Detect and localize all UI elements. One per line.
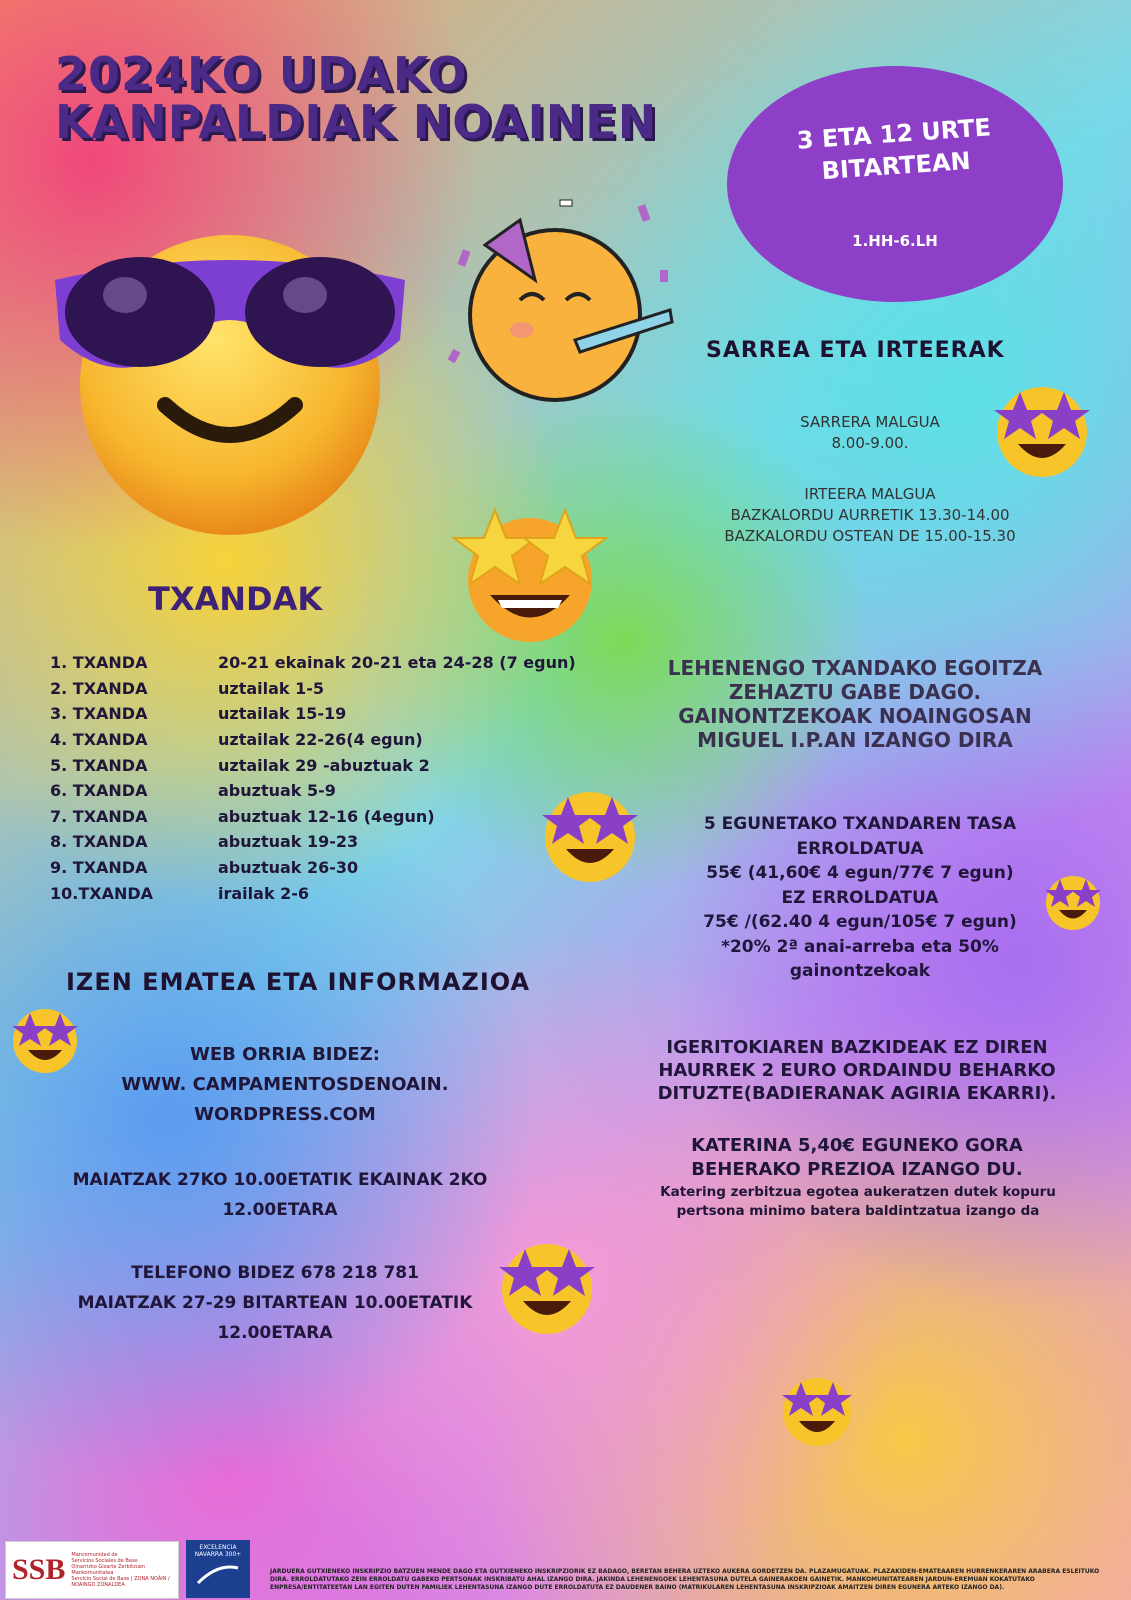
shift-dates: uztailak 15-19 <box>218 704 347 724</box>
phone-line: TELEFONO BIDEZ 678 218 781 <box>131 1263 419 1283</box>
ssb-text: Servicios Sociales de Base <box>71 1558 138 1564</box>
period-line: 12.00ETARA <box>222 1200 338 1220</box>
fee-line: *20% 2ª anai-arreba eta 50% <box>721 936 999 957</box>
registration-heading: IZEN EMATEA ETA INFORMAZIOA <box>66 968 531 996</box>
shift-number: 9. TXANDA <box>50 858 148 878</box>
shift-number: 7. TXANDA <box>50 806 148 826</box>
phone-period-line: MAIATZAK 27-29 BITARTEAN 10.00ETATIK <box>77 1293 473 1313</box>
phone-period-line: 12.00ETARA <box>217 1323 333 1343</box>
page-title <box>55 47 658 149</box>
web-label: WEB ORRIA BIDEZ: <box>190 1044 380 1065</box>
shift-number: 4. TXANDA <box>50 730 148 750</box>
shift-dates: 20-21 ekainak 20-21 eta 24-28 (7 egun) <box>218 653 576 673</box>
star-struck-emoji-icon <box>780 1373 855 1448</box>
exit-before-lunch: BAZKALORDU AURRETIK 13.30-14.00 <box>730 506 1010 524</box>
phone-registration <box>45 1258 505 1348</box>
ssb-logo <box>5 1541 179 1599</box>
shift-number: 10.TXANDA <box>50 883 154 903</box>
shift-row <box>50 650 576 676</box>
star-struck-emoji-icon <box>497 1237 597 1337</box>
web-url[interactable]: WWW. CAMPAMENTOSDENOAIN. <box>121 1074 449 1095</box>
age-grades: 1.HH-6.LH <box>852 232 938 250</box>
pool-line: IGERITOKIAREN BAZKIDEAK EZ DIREN <box>666 1037 1048 1058</box>
shift-number: 8. TXANDA <box>50 832 148 852</box>
ssb-logo-text: SSB <box>12 1553 66 1586</box>
location-line: LEHENENGO TXANDAKO EGOITZA <box>667 656 1043 680</box>
shift-row <box>50 676 576 702</box>
exit-label: IRTEERA MALGUA <box>804 485 936 503</box>
entry-label: SARRERA MALGUA <box>800 413 940 431</box>
shift-number: 6. TXANDA <box>50 781 148 801</box>
excelencia-swoosh-icon <box>193 1558 243 1588</box>
title-line-2: KANPALDIAK NOAINEN <box>55 95 658 149</box>
sunglasses-emoji-icon <box>45 200 415 540</box>
sarrea-details <box>690 412 1050 577</box>
shift-row <box>50 880 576 906</box>
shift-number: 5. TXANDA <box>50 755 148 775</box>
shift-row <box>50 804 576 830</box>
period-line: MAIATZAK 27KO 10.00ETATIK EKAINAK 2KO <box>72 1170 488 1190</box>
exit-after-lunch: BAZKALORDU OSTEAN DE 15.00-15.30 <box>724 527 1016 545</box>
catering-note <box>628 1183 1088 1221</box>
pool-line: DITUZTE(BADIERANAK AGIRIA EKARRI). <box>657 1083 1057 1104</box>
shift-row <box>50 701 576 727</box>
pool-notice <box>632 1036 1082 1105</box>
catering-line: KATERINA 5,40€ EGUNEKO GORA <box>691 1135 1023 1156</box>
ssb-text: Mankomunitatea <box>71 1570 114 1576</box>
location-line: ZEHAZTU GABE DAGO. <box>728 680 982 704</box>
registration-period <box>40 1165 520 1225</box>
shift-dates: uztailak 22-26(4 egun) <box>218 730 423 750</box>
catering-note-line: Katering zerbitzua egotea aukeratzen dutek kopuru <box>660 1184 1056 1200</box>
catering-notice <box>632 1134 1082 1182</box>
shift-dates: abuztuak 12-16 (4egun) <box>218 806 435 826</box>
age-badge <box>727 66 1063 302</box>
fee-line: ERROLDATUA <box>796 838 924 859</box>
catering-note-line: pertsona minimo batera baldintzatua izango da <box>676 1203 1040 1219</box>
web-registration <box>60 1040 510 1130</box>
shift-number: 1. TXANDA <box>50 653 148 673</box>
sarrea-heading: SARREA ETA IRTEERAK <box>706 338 1005 363</box>
excelencia-text: EXCELENCIA NAVARRA 300+ <box>194 1544 242 1558</box>
txandak-heading: TXANDAK <box>148 580 323 618</box>
fee-line: gainontzekoak <box>789 961 931 981</box>
shift-list <box>50 650 576 906</box>
web-url[interactable]: WORDPRESS.COM <box>194 1104 376 1125</box>
location-notice <box>640 656 1070 752</box>
party-emoji-icon <box>440 190 700 420</box>
location-line: GAINONTZEKOAK NOAINGOSAN <box>678 704 1032 728</box>
shift-dates: irailak 2-6 <box>218 883 310 903</box>
fee-line: 55€ (41,60€ 4 egun/77€ 7 egun) <box>706 863 1014 883</box>
age-range: 3 ETA 12 URTE BITARTEAN <box>795 113 992 186</box>
ssb-text: Oinarrizko Gizarte Zerbitzuen <box>71 1564 146 1570</box>
shift-dates: uztailak 29 -abuztuak 2 <box>218 755 430 775</box>
star-struck-emoji-icon <box>440 500 615 650</box>
ssb-text: Mancomunidad de <box>71 1552 118 1558</box>
shift-dates: abuztuak 19-23 <box>218 832 359 852</box>
fee-line: 75€ /(62.40 4 egun/105€ 7 egun) <box>703 912 1017 932</box>
fees-section <box>650 812 1070 984</box>
shift-row <box>50 727 576 753</box>
location-line: MIGUEL I.P.AN IZANGO DIRA <box>697 728 1013 752</box>
shift-number: 2. TXANDA <box>50 678 148 698</box>
shift-row <box>50 752 576 778</box>
fee-line: EZ ERROLDATUA <box>781 887 939 908</box>
shift-row <box>50 855 576 881</box>
excelencia-logo <box>186 1540 250 1598</box>
shift-dates: abuztuak 26-30 <box>218 858 359 878</box>
ssb-subtext: Servicio Social de Base | ZONA NOÁIN / NOAINGO ZONALDEA <box>71 1576 170 1588</box>
legal-notice: JARDUERA GUTXIENEKO INSKRIPZIO BATZUEN MENDE DAGO ETA GUTXIENEKO INSKRIPZIORIK EZ BADAGO, BERETAN BEHERA UZTEKO AUKERA GORDETZEN DA. PLAZAMUGATUAK. PLAZAKIDEN-EMATEAAREN HURRENKERAREN ARABERA ESLEITUKO DIRA. ERROLDATUTAKO ZEIN ERROLDATU GABEKO PERTSONAK INSKRIBATU AHAL IZANGO DIRA. JAKINDA LEHENENGOEK LEHENTASUNA DUTELA GAINERAKOEN GAINETIK. MANKOMUNITATEAREN JARDUN-EREMUAN KOKATUTAKO ENPRESA/ENTITATEETAN LAN EGITEN DUTEN FAMILIEK LEHENTASUNA IZANGO DUTE ERROLDATUTA EZ DAUDENER BAINO (MATRIKULAREN LEHENTASUNA INSKRIPZIOAK AMAITZEN DIREN EGUNERA ARTEKO IZANGO DA). <box>270 1568 1100 1591</box>
entry-time: 8.00-9.00. <box>831 434 909 452</box>
ssb-org-name <box>71 1552 178 1588</box>
shift-dates: uztailak 1-5 <box>218 678 325 698</box>
shift-number: 3. TXANDA <box>50 704 148 724</box>
shift-row <box>50 778 576 804</box>
shift-row <box>50 829 576 855</box>
pool-line: HAURREK 2 EURO ORDAINDU BEHARKO <box>658 1060 1056 1081</box>
shift-dates: abuztuak 5-9 <box>218 781 336 801</box>
title-line-1: 2024KO UDAKO <box>55 47 468 101</box>
catering-line: BEHERAKO PREZIOA IZANGO DU. <box>691 1159 1023 1180</box>
fee-line: 5 EGUNETAKO TXANDAREN TASA <box>703 814 1017 834</box>
